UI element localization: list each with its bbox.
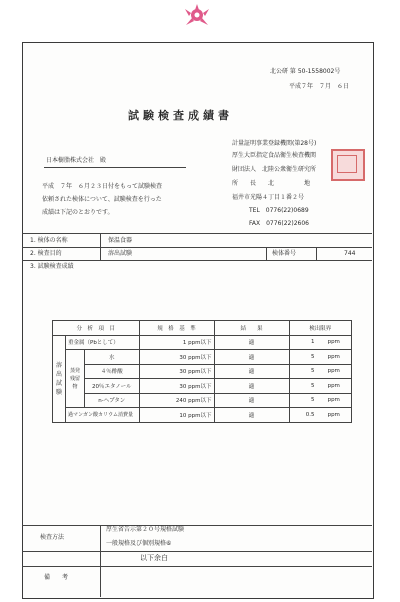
intro-line: 依頼された検体について、試験検査を行った xyxy=(42,196,162,203)
table-row xyxy=(53,350,352,365)
divider xyxy=(22,233,372,234)
divider xyxy=(22,260,372,261)
method-value: 一般規格及び個別規格⑥ xyxy=(106,540,172,547)
result-value: 適 xyxy=(214,379,289,394)
issuer-line: 福井市光陽４丁目１番２号 xyxy=(232,194,305,201)
divider xyxy=(100,233,101,247)
limit-value: 0.5 xyxy=(289,408,317,423)
divider xyxy=(100,525,101,597)
issuer-fax: FAX 0776(22)2606 xyxy=(249,220,309,227)
blank-marker: 以下余白 xyxy=(140,554,168,562)
limit-value: 5 xyxy=(289,393,317,408)
results-table xyxy=(52,320,352,423)
intro-line: 平成 ７年 ６月２３日付をもって試験検査 xyxy=(42,183,163,190)
item-name: ４％酢酸 xyxy=(85,364,140,379)
limit-unit: ppm xyxy=(317,393,352,408)
table-row xyxy=(53,335,352,350)
item-name: 水 xyxy=(85,350,140,365)
purpose-label: 2. 検査目的 xyxy=(30,250,62,257)
issuer-line: 財団法人 北陸公衆衛生研究所 xyxy=(232,166,317,173)
divider xyxy=(100,247,101,260)
item-name: 重金属（Pbとして） xyxy=(66,335,140,350)
sample-number-value: 744 xyxy=(344,250,356,257)
limit-value: 5 xyxy=(289,379,317,394)
recipient-name: 日本樹脂株式会社 殿 xyxy=(46,157,107,164)
organization-logo-icon xyxy=(180,3,214,29)
group-label: 溶出試験 xyxy=(53,335,66,422)
intro-line: 成績は下記のとおりです。 xyxy=(42,209,114,216)
issuer-line: 所 長 北 地 xyxy=(232,180,311,187)
limit-unit: ppm xyxy=(317,379,352,394)
issuer-line: 厚生大臣指定食品衛生検査機関 xyxy=(232,152,317,159)
standard-value: 30 ppm以下 xyxy=(139,350,214,365)
remarks-label: 備 考 xyxy=(44,574,69,581)
table-row xyxy=(53,379,352,394)
divider xyxy=(22,551,372,552)
table-header-row xyxy=(53,321,352,336)
limit-value: 1 xyxy=(289,335,317,350)
item-name: 20％エタノール xyxy=(85,379,140,394)
item-name: 過マンガン酸カリウム消費量 xyxy=(66,408,140,423)
column-header: 規 格 基 準 xyxy=(139,321,214,336)
method-label: 検査方法 xyxy=(40,534,65,541)
divider xyxy=(316,247,317,260)
result-value: 適 xyxy=(214,335,289,350)
sample-number-label: 検体番号 xyxy=(272,250,297,257)
table-row xyxy=(53,408,352,423)
divider xyxy=(22,566,372,567)
limit-unit: ppm xyxy=(317,335,352,350)
issuer-phone: TEL 0776(22)0689 xyxy=(249,207,309,214)
table-row xyxy=(53,393,352,408)
limit-unit: ppm xyxy=(317,364,352,379)
results-label: 3. 試験検査成績 xyxy=(30,263,74,270)
column-header: 分 析 項 目 xyxy=(53,321,140,336)
issuer-line: 計量証明事業登録機関(第28号) xyxy=(232,140,317,147)
limit-value: 5 xyxy=(289,350,317,365)
table-row xyxy=(53,364,352,379)
item-name: n-ヘプタン xyxy=(85,393,140,408)
official-seal-icon xyxy=(331,149,365,181)
standard-value: 240 ppm以下 xyxy=(139,393,214,408)
result-value: 適 xyxy=(214,393,289,408)
divider xyxy=(22,247,372,248)
column-header: 結 果 xyxy=(214,321,289,336)
result-value: 適 xyxy=(214,350,289,365)
standard-value: 30 ppm以下 xyxy=(139,379,214,394)
method-value: 厚生省告示第２０号規格試験 xyxy=(106,526,185,533)
purpose-value: 溶出試験 xyxy=(108,250,133,257)
subgroup-label: 蒸発残留物 xyxy=(66,350,85,408)
divider xyxy=(22,525,372,526)
limit-unit: ppm xyxy=(317,350,352,365)
divider xyxy=(266,247,267,260)
limit-value: 5 xyxy=(289,364,317,379)
sample-name-value: 保温食器 xyxy=(108,237,133,244)
column-header: 検出限界 xyxy=(289,321,352,336)
issue-date: 平成７年 ７月 ６日 xyxy=(289,83,350,90)
document-number: 北公研 第 50-1558002号 xyxy=(270,68,341,75)
limit-unit: ppm xyxy=(317,408,352,423)
standard-value: 10 ppm以下 xyxy=(139,408,214,423)
recipient-underline xyxy=(44,167,186,168)
sample-name-label: 1. 検体の名称 xyxy=(30,237,68,244)
result-value: 適 xyxy=(214,408,289,423)
result-value: 適 xyxy=(214,364,289,379)
standard-value: 30 ppm以下 xyxy=(139,364,214,379)
standard-value: 1 ppm以下 xyxy=(139,335,214,350)
document-title: 試験検査成績書 xyxy=(128,109,233,122)
